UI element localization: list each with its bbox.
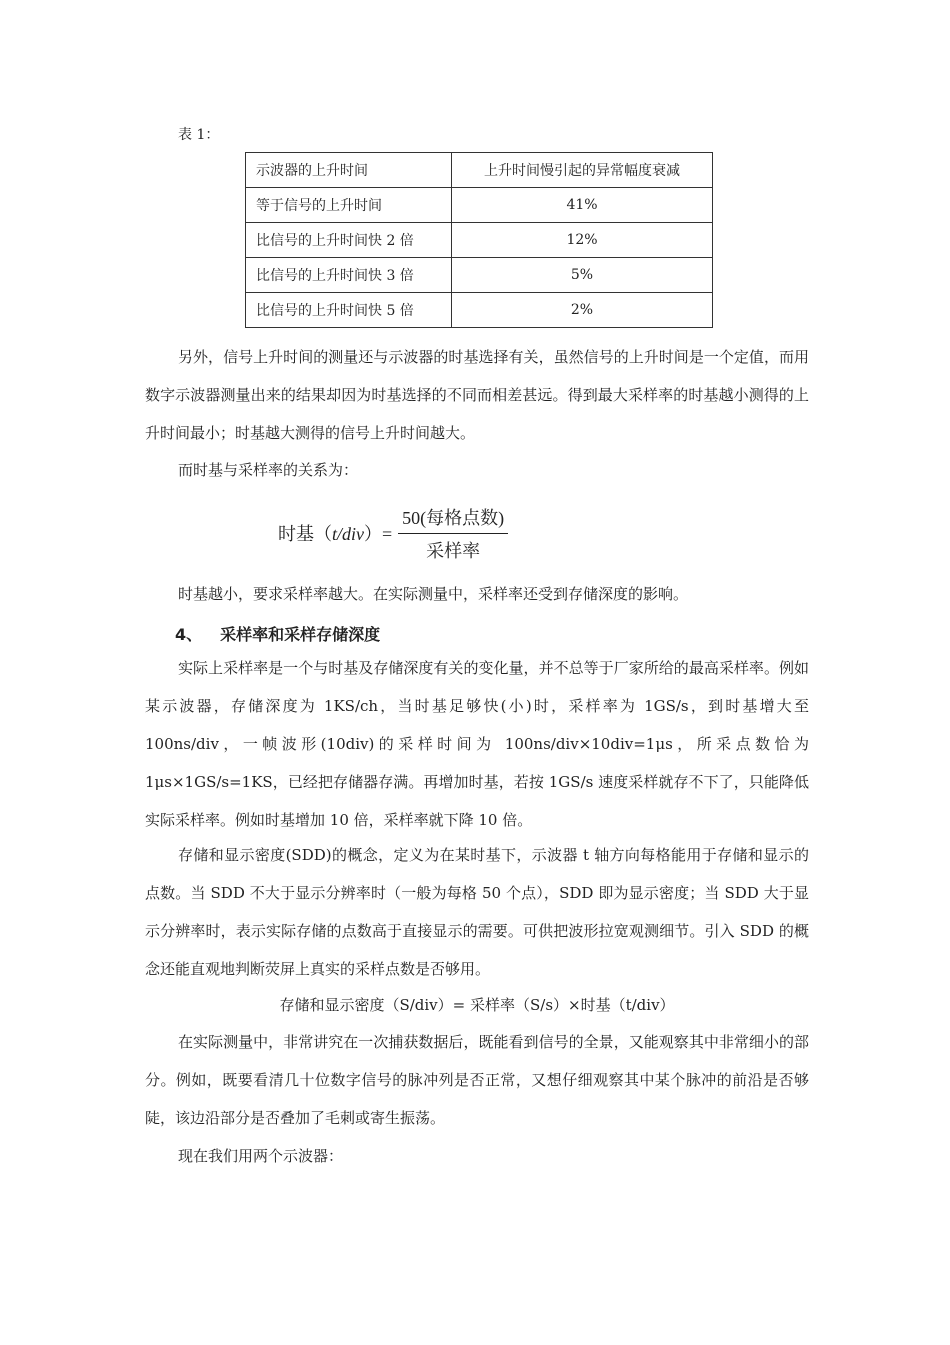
table-row — [246, 223, 713, 258]
table-cell: 2% — [452, 293, 713, 328]
table-header-row — [246, 153, 713, 188]
formula-lhs-variable: t/div — [332, 524, 364, 544]
table-header-cell: 上升时间慢引起的异常幅度衰减 — [452, 153, 713, 188]
formula-denominator: 采样率 — [426, 540, 481, 561]
table-caption: 表 1： — [178, 127, 220, 143]
paragraph-timebase-summary: 时基越小，要求采样率越大。在实际测量中，采样率还受到存储深度的影响。 — [178, 585, 689, 603]
paragraph-capture: 在实际测量中，非常讲究在一次捕获数据后，既能看到信号的全景，又能观察其中非常细小的部分。例如，既要看清几十位数字信号的脉冲列是否正常，又想仔细观察其中某个脉冲的前沿是否够陡，该边沿部分是否叠加了毛刺或寄生振荡。 — [145, 1033, 809, 1127]
table-cell: 比信号的上升时间快 2 倍 — [246, 223, 452, 258]
formula-numerator: 50(每格点数) — [398, 504, 508, 534]
rise-time-table — [245, 152, 713, 328]
table-cell: 41% — [452, 188, 713, 223]
paragraph-relation-intro: 而时基与采样率的关系为： — [178, 461, 359, 479]
timebase-formula — [278, 506, 508, 560]
table-cell: 比信号的上升时间快 3 倍 — [246, 258, 452, 293]
formula-fraction — [398, 504, 508, 563]
formula-lhs — [278, 520, 392, 546]
table-row — [246, 258, 713, 293]
table-cell: 12% — [452, 223, 713, 258]
paragraph-timebase-effect: 另外，信号上升时间的测量还与示波器的时基选择有关，虽然信号的上升时间是一个定值，而用数字示波器测量出来的结果却因为时基选择的不同而相差甚远。得到最大采样率的时基越小测得的上升时间最小；时基越大测得的信号上升时间越大。 — [145, 348, 809, 442]
table-cell: 5% — [452, 258, 713, 293]
section-title: 采样率和采样存储深度 — [220, 625, 381, 644]
paragraph-sdd: 存储和显示密度(SDD)的概念，定义为在某时基下，示波器 t 轴方向每格能用于存储和显示的点数。当 SDD 不大于显示分辨率时（一般为每格 50 个点），SDD 即为显示密度；当 SDD 大于显示分辨率时，表示实际存储的点数高于直接显示的需要。可供把波形拉宽观测细节。引入 SDD 的概念还能直观地判断荧屏上真实的采样点数是否够用。 — [145, 846, 809, 978]
sdd-equation: 存储和显示密度（S/div）= 采样率（S/s）×时基（t/div） — [279, 996, 675, 1014]
table-header-cell: 示波器的上升时间 — [246, 153, 452, 188]
paragraph-two-scopes: 现在我们用两个示波器： — [178, 1147, 344, 1165]
paragraph-sample-rate: 实际上采样率是一个与时基及存储深度有关的变化量，并不总等于厂家所给的最高采样率。例如某示波器，存储深度为 1KS/ch，当时基足够快(小)时，采样率为 1GS/s，到时基增大至 100ns/div，一帧波形(10div)的采样时间为 100ns/div×10div=1μs，所采点数恰为 1μs×1GS/s=1KS，已经把存储器存满。再增加时基，若按 1GS/s 速度采样就存不下了，只能降低实际采样率。例如时基增加 10 倍，采样率就下降 10 倍。 — [145, 659, 809, 829]
formula-lhs-prefix: 时基（ — [278, 524, 332, 544]
table-cell: 等于信号的上升时间 — [246, 188, 452, 223]
section-number: 4、 — [175, 625, 203, 644]
section-heading — [175, 622, 380, 645]
table-row — [246, 293, 713, 328]
table-cell: 比信号的上升时间快 5 倍 — [246, 293, 452, 328]
table-row — [246, 188, 713, 223]
formula-lhs-suffix: ）= — [364, 524, 393, 544]
